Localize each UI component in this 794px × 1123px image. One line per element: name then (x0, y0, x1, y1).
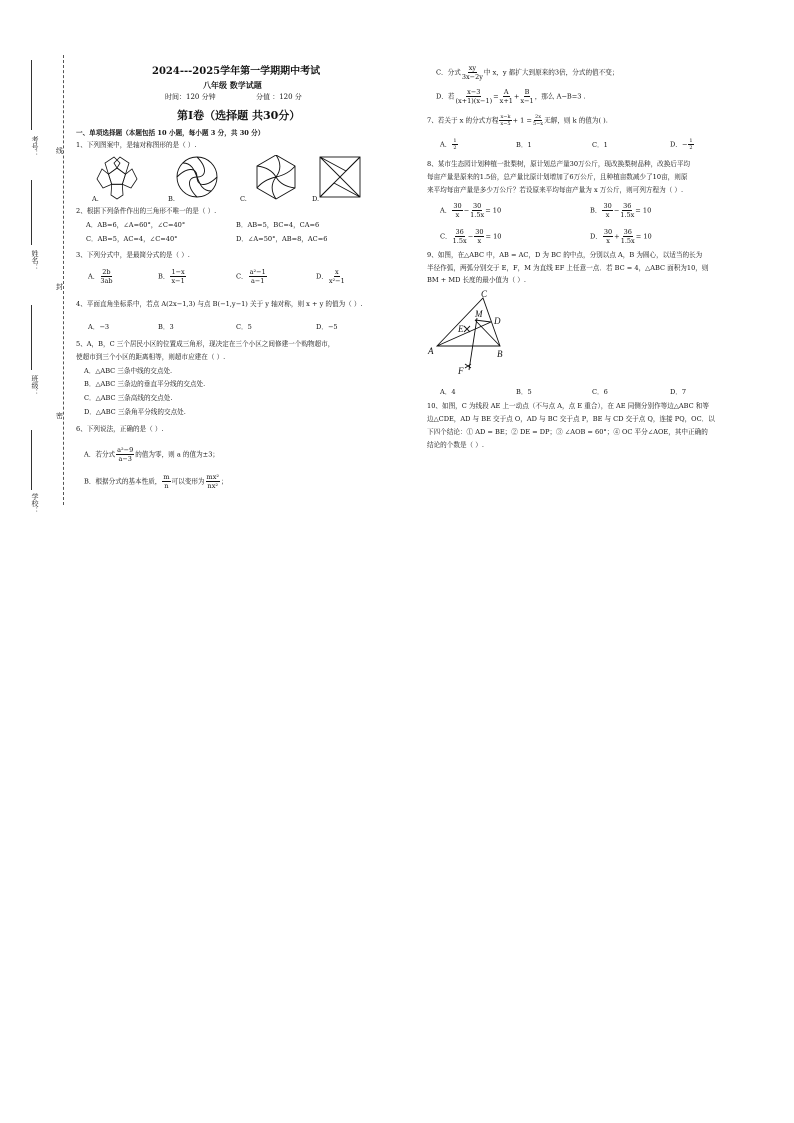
q9-option-d: D．7 (670, 388, 687, 396)
q1-option-b: B. (168, 195, 175, 203)
line-ef (469, 318, 477, 370)
q7-option-d: D．− $\frac{1}{2}$ (670, 138, 693, 151)
exam-time: 时间：120 分钟 (165, 93, 216, 101)
q4-option-d: D．−5 (316, 323, 338, 331)
q1-option-c: C. (240, 195, 247, 203)
label-b: B (497, 349, 503, 359)
label-d: D (494, 316, 501, 326)
seal-mark-line: 线 (56, 147, 63, 155)
binding-dash-line (63, 55, 64, 505)
q7-option-c: C．1 (592, 141, 608, 149)
q9-line1: 9、如图，在△ABC 中，AB = AC，D 为 BC 的中点，分别以点 A，B 为圆心，以适当的长为 (427, 251, 703, 259)
q1-option-a: A. (92, 195, 99, 203)
q9-option-a: A．4 (440, 388, 456, 396)
q5-option-d: D．△ABC 三条角平分线的交点处. (84, 408, 186, 416)
q8-line1: 8、某市生态园计划种植一批梨树，原计划总产量30万公斤，现改换梨树品种，改换后平均 (427, 160, 691, 168)
q6-option-a: A．若分式 $\frac{\text{a²−9}}{a-3}$ 的值为零，则 a 的值为±3； (84, 446, 219, 463)
q8-line3: 来平均每亩产量是多少万公斤？若设原来平均每亩产量为 x 万公斤，则可列方程为（ ）. (427, 186, 684, 194)
q3-option-a: A． $\frac{2b}{3ab}$ (88, 268, 113, 285)
q5-option-a: A．△ABC 三条中线的交点处. (84, 367, 173, 375)
q6-stem: 6、下列说法，正确的是（ ）. (76, 425, 164, 433)
q8-option-c: C． $\frac{36}{1.5x}$ − $\frac{30}{x}$ = 10 (440, 228, 502, 245)
label-e: E (458, 324, 464, 334)
binding-line-3 (31, 305, 32, 370)
q10-line1: 10、如图，C 为线段 AE 上一动点（不与点 A，点 E 重合），在 AE 同侧分别作等边△ABC 和等 (427, 402, 709, 410)
exam-score: 分值 ：120 分 (256, 93, 302, 101)
exam-id-label: 考号： (31, 136, 39, 157)
arc-f (465, 364, 471, 368)
section-heading: 一、单项选择题（本题包括 10 小题，每小题 3 分，共 30 分） (76, 129, 265, 137)
q6-option-d: D．若 $\frac{x-3}{(x+1)(x-1)}$ = $\frac{A}{x+1}$ + $\frac{B}{x-1}$ ，那么 A−B=3 . (436, 88, 586, 105)
q5-stem-line1: 5、A，B，C 三个居民小区的位置成三角形，现决定在三个小区之间修建一个购物超市， (76, 340, 335, 348)
q1-stem: 1、下列图案中，是轴对称图形的是（ ）. (76, 141, 197, 149)
q6-option-b: B．根据分式的基本性质， $\frac{m}{n}$ 可以变形为 $\frac{\text{mx²}}{\text{nx²}}$ ； (84, 473, 228, 490)
label-f: F (458, 366, 464, 376)
segment-md (475, 320, 491, 322)
q1-figures (95, 155, 365, 205)
exam-title: 2024---2025学年第一学期期中考试 (152, 66, 321, 77)
q10-line4: 结论的个数是（ ）. (427, 441, 484, 449)
q3-option-b: B． $\frac{1-x}{x-1}$ (158, 268, 185, 285)
square-pinwheel-icon (320, 157, 360, 197)
label-m: M (475, 309, 483, 319)
binding-line-1 (31, 60, 32, 130)
q5-option-c: C．△ABC 三条高线的交点处. (84, 394, 173, 402)
q9-option-b: B．5 (516, 388, 532, 396)
q8-line2: 每亩产量是原来的1.5倍，总产量比原计划增加了6万公斤，且种植亩数减少了10亩，则原 (427, 173, 688, 181)
seal-mark-seal: 封 (56, 283, 63, 291)
q4-option-c: C．5 (236, 323, 252, 331)
seal-mark-secret: 密 (56, 412, 63, 420)
q1-option-d: D. (312, 195, 320, 203)
q9-triangle-diagram (425, 288, 535, 378)
pentagon-figure-icon (97, 157, 137, 199)
binding-line-4 (31, 430, 32, 490)
q9-line3: BM + MD 长度的最小值为（ ）. (427, 276, 526, 284)
q5-stem-line2: 使超市到三个小区的距离相等，则超市应建在（ ）. (76, 353, 226, 361)
q2-option-a: A．AB=6，∠A=60°，∠C=40° (86, 221, 186, 229)
q3-stem: 3、下列分式中，是最简分式的是（ ）. (76, 251, 190, 259)
q4-stem: 4、平面直角坐标系中，若点 A(2x−1,3) 与点 B(−1,y−1) 关于 y 轴对称，则 x + y 的值为（ ）. (76, 300, 363, 308)
q8-option-a: A． $\frac{30}{x}$ − $\frac{30}{1.5x}$ = 10 (440, 202, 502, 219)
q4-option-a: A．−3 (88, 323, 110, 331)
binding-line-2 (31, 180, 32, 245)
label-a: A (428, 346, 434, 356)
label-c: C (481, 289, 488, 299)
q10-line2: 边△CDE，AD 与 BE 交于点 O，AD 与 BC 交于点 P，BE 与 CD 交于点 Q，连接 PQ，OC．以 (427, 415, 715, 423)
part-title: 第Ⅰ卷（选择题 共30分） (177, 109, 301, 122)
q2-option-b: B．AB=5，BC=4，CA=6 (236, 221, 320, 229)
q6-option-c: C．分式 $\frac{xy}{3x-2y}$ 中 x，y 都扩大到原来的3倍，分式的值不变； (436, 64, 619, 81)
q4-option-b: B．3 (158, 323, 174, 331)
q3-option-c: C． $\frac{\text{a²−1}}{a-1}$ (236, 268, 266, 285)
q7-option-b: B．1 (516, 141, 532, 149)
q9-line2: 半径作弧，两弧分别交于 E，F，M 为直线 EF 上任意一点．若 BC = 4，△ABC 面积为10，则 (427, 264, 709, 272)
q9-option-c: C．6 (592, 388, 608, 396)
q10-line3: 下四个结论：① AD = BE；② DE = DP；③ ∠AOB = 60°；④ OC 平分∠AOE，其中正确的 (427, 428, 708, 436)
q7-option-a: A． $\frac{1}{2}$ (440, 138, 457, 151)
median-ad (437, 322, 491, 346)
name-label: 姓名： (31, 250, 39, 271)
grade-subject: 八年级 数学试题 (203, 80, 262, 90)
arc-e (464, 326, 470, 332)
q8-option-d: D． $\frac{30}{x}$ + $\frac{36}{1.5x}$ = 10 (590, 228, 652, 245)
q7-stem: 7、若关于 x 的分式方程 $\frac{x-k}{x-5}$ + 1 = $\frac{2x}{5-x}$ 无解，则 k 的值为( ). (427, 114, 608, 127)
hexagon-pinwheel-icon (257, 155, 295, 199)
class-label: 班级： (31, 375, 39, 396)
q5-option-b: B．△ABC 三条边的垂直平分线的交点处. (84, 380, 206, 388)
q2-option-d: D．∠A=50°，AB=8，AC=6 (236, 235, 328, 243)
q2-stem: 2、根据下列条件作出的三角形不唯一的是（ ）. (76, 207, 217, 215)
school-label: 学校： (31, 493, 39, 514)
swirl-circle-icon (177, 157, 217, 197)
q2-option-c: C．AB=5，AC=4，∠C=40° (86, 235, 178, 243)
q3-option-d: D． $\frac{x}{\text{x²−1}}$ (316, 268, 345, 285)
q8-option-b: B． $\frac{30}{x}$ − $\frac{36}{1.5x}$ = 10 (590, 202, 652, 219)
